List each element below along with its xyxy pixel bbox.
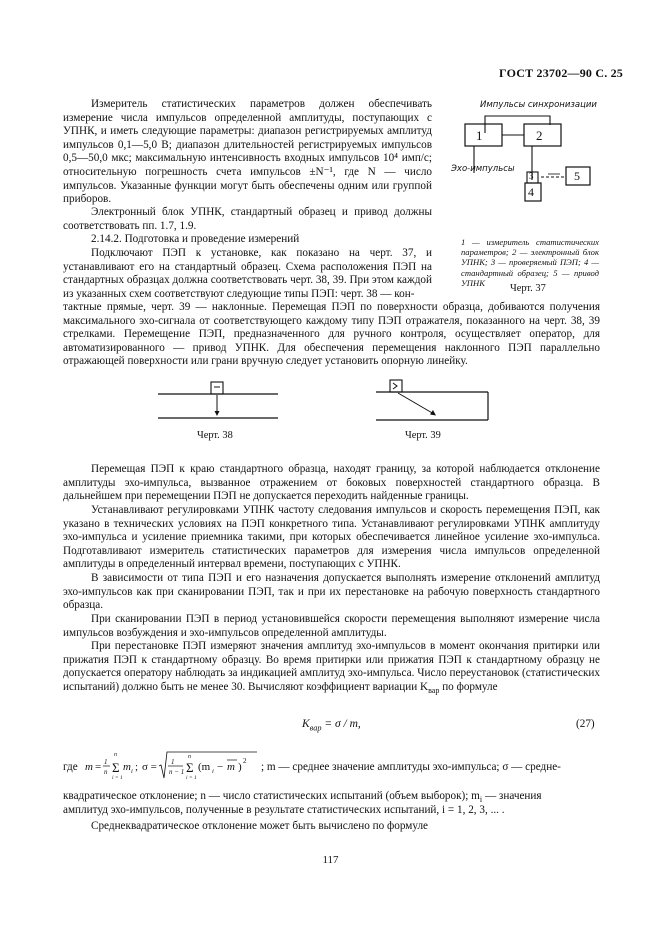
svg-text:m: m <box>123 761 131 773</box>
paragraph-reposition <box>63 640 600 698</box>
paragraph-connect-b: тактные прямые, черт. 39 — наклонные. Перемещая ПЭП по поверхности образца, добиваются получения максимального эхо-сигнала от соответствующего каждому типу ПЭП отражателя, показанного на черт. 38, 39 стрелками. Перемещение ПЭП, предназначенного для ручного контроля, осуществляет оператор, для автоматизированного — привод УПНК. Для обеспечения перемещения наклонного ПЭП параллельно отражающей поверхности или грани вручную следует установить опорную линейку. <box>63 301 600 368</box>
page-number: 117 <box>322 854 339 866</box>
figure-38-caption: Черт. 38 <box>197 430 233 441</box>
label-sync: Импульсы синхронизации <box>480 100 597 110</box>
formula-lhs-sub: вар <box>309 723 322 733</box>
where-line <box>63 748 600 782</box>
where-prefix: где <box>63 761 78 773</box>
svg-text:1: 1 <box>171 758 175 766</box>
figure-37-caption: Черт. 37 <box>510 283 546 294</box>
paragraph-edge: Перемещая ПЭП к краю стандартного образца, находят границу, за которой наблюдается отклонение амплитуды эхо-импульса, вызванное отражением от боковых поверхностей стандартного образца. В дальнейшем при перемещении ПЭП не допускается переходить найденные границы. <box>63 463 600 503</box>
paragraph-set: Устанавливают регулировками УПНК частоту следования импульсов и скорость перемещения ПЭП, как указано в технических условиях на ПЭП конкретного типа. Устанавливают регулировками УПНК амплитуду эхо-импульса и усиление приемника такими, при которых обеспечивается линейное усиление эхо-импульса. Подготавливают измеритель статистических параметров для измерения числа импульсов определенной амплитуды в определенный интервал времени, поступающих с УПНК. <box>63 504 600 571</box>
section-title: 2.14.2. Подготовка и проведение измерений <box>91 233 300 245</box>
svg-text:n − 1: n − 1 <box>169 768 185 776</box>
svg-text:i: i <box>131 768 133 775</box>
transducer-angled <box>390 380 402 392</box>
box-5-label: 5 <box>574 169 580 183</box>
mean-sigma-formula <box>85 748 260 782</box>
paragraph-intro: Измеритель статистических параметров должен обеспечивать измерение числа импульсов определенной амплитуды, поступающих с УПНК, и иметь следующие параметры: диапазон регистрируемых амплитуд импульсов 0,1—5,0 В; диапазон длительностей регистрируемых импульсов 0,5—50,0 мкс; максимальную интенсивность входных импульсов 10⁴ имп/с; относительную погрешность счета импульсов ±N⁻¹, где N — число импульсов. Указанные функции могут быть обеспечены одним или группой приборов. <box>63 98 432 206</box>
svg-text:n: n <box>104 768 108 776</box>
where-m-def: ; m — среднее значение амплитуды эхо-импульса; σ — средне- <box>261 761 561 773</box>
svg-text:n: n <box>188 754 191 760</box>
formula-number: (27) <box>576 718 595 730</box>
paragraph-block: Электронный блок УПНК, стандартный образец и привод должны соответствовать пп. 1.7, 1.9. <box>63 206 432 232</box>
svg-text:=: = <box>95 761 102 773</box>
box-3-label: 3 <box>529 171 534 181</box>
figure-39 <box>376 376 491 428</box>
svg-text:1: 1 <box>104 758 108 766</box>
box-4-label: 4 <box>528 185 534 199</box>
svg-text:i = 1: i = 1 <box>112 775 123 781</box>
box-1-label: 1 <box>476 128 483 143</box>
where-line-3: амплитуд эхо-импульсов, полученные в результате статистических испытаний, i = 1, 2, 3, ... . <box>63 804 505 816</box>
svg-text:i: i <box>212 768 214 775</box>
box-1 <box>465 124 502 146</box>
svg-text:i = 1: i = 1 <box>186 775 197 781</box>
reposition-tail: по формуле <box>439 680 498 693</box>
figure-37 <box>450 90 610 240</box>
box-2 <box>524 124 561 146</box>
beam-arrow-39 <box>398 393 434 414</box>
svg-text:σ =: σ = <box>142 761 157 773</box>
svg-text:−: − <box>217 761 224 773</box>
diagram-38-svg <box>158 378 278 426</box>
where-line2-tail: — значения <box>482 790 542 802</box>
paragraph-scan: При сканировании ПЭП в период установившейся скорости перемещения выполняют измерение числа импульсов возбуждения и эхо-импульсов определенной амплитуды. <box>63 613 600 639</box>
figure-39-caption: Черт. 39 <box>405 430 441 441</box>
where-line2-sub: i <box>479 795 483 805</box>
paragraph-connect-a: Подключают ПЭП к установке, как показано на черт. 37, и устанавливают его на стандартный образец. Схема расположения ПЭП на стандартных образцах должна соответствовать черт. 38, 39. При этом каждой из указанных схем соответствуют следующие типы ПЭП: черт. 38 — кон- <box>63 247 432 300</box>
svg-text:): ) <box>238 761 242 773</box>
formula-27 <box>302 718 361 732</box>
diagram-39-svg <box>376 376 491 428</box>
label-echo: Эхо-импульсы <box>451 164 515 174</box>
formula-rhs: = σ / m, <box>321 718 361 730</box>
paragraph-final: Среднеквадратическое отклонение может быть вычислено по формуле <box>91 820 429 832</box>
svg-text:;: ; <box>135 761 139 773</box>
formula-lhs: K <box>302 718 310 730</box>
paragraph-depend: В зависимости от типа ПЭП и его назначения допускается выполнять измерение отклонений амплитуд эхо-импульсов как при сканировании ПЭП, так и при их перестановке на рабочую поверхность стандартного образца. <box>63 572 600 612</box>
transducer-straight <box>211 382 223 394</box>
document-header: ГОСТ 23702—90 С. 25 <box>499 66 623 80</box>
svg-text:m: m <box>85 761 93 773</box>
reposition-text: При перестановке ПЭП измеряют значения амплитуд эхо-импульсов в момент окончания притирки или прижатия ПЭП к стандартному образцу. Во время притирки или прижатия ПЭП к стандартному образцу не допускается оператору наблюдать за индикацией амплитуд эхо-импульса. Число переустановок (статистических испытаний) должно быть не менее 30. Вычисляют коэффициент вариации K <box>63 640 600 693</box>
transducer-angle-mark <box>393 383 397 389</box>
figure-38 <box>158 378 278 426</box>
svg-text:n: n <box>114 752 117 758</box>
beam-arrow-head <box>215 411 220 416</box>
svg-text:(m: (m <box>198 761 211 773</box>
box-2-label: 2 <box>536 128 543 143</box>
svg-text:Σ: Σ <box>186 760 194 775</box>
where-line2-text: квадратическое отклонение; n — число статистических испытаний (объем выборок); m <box>63 790 480 802</box>
svg-text:2: 2 <box>243 757 247 765</box>
svg-text:Σ: Σ <box>112 760 120 775</box>
k-subscript: вар <box>428 686 440 696</box>
svg-text:m: m <box>227 761 235 773</box>
figure-37-legend: 1 — измеритель статистических параметров; 2 — электронный блок УПНК; 3 — проверяемый ПЭП; 4 — стандартный образец; 5 — привод УПНК <box>461 237 599 288</box>
